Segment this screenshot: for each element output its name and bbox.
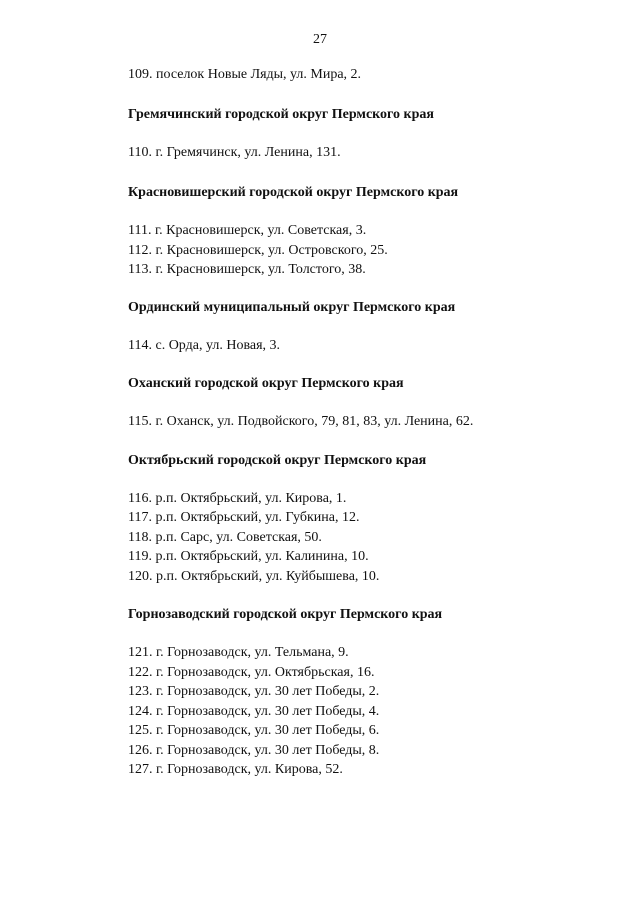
section-ordinsky [128, 298, 618, 356]
section-oktyabrsky [128, 451, 618, 587]
section-gremyachinsky [128, 105, 618, 163]
section-heading: Гремячинский городской округ Пермского края [128, 106, 434, 122]
section-krasnovishersky [128, 183, 618, 280]
address-entry: 120. р.п. Октябрьский, ул. Куйбышева, 10. [128, 568, 380, 584]
address-entry: 111. г. Красновишерск, ул. Советская, 3. [128, 223, 367, 238]
address-entry: 118. р.п. Сарс, ул. Советская, 50. [128, 529, 322, 545]
address-entry: 116. р.п. Октябрьский, ул. Кирова, 1. [128, 490, 347, 506]
document-content [128, 65, 618, 780]
address-entry: 119. р.п. Октябрьский, ул. Калинина, 10. [128, 549, 369, 564]
section-heading: Октябрьский городской округ Пермского края [128, 452, 427, 468]
section-heading: Оханский городской округ Пермского края [128, 376, 404, 391]
address-entry: 109. поселок Новые Ляды, ул. Мира, 2. [128, 67, 362, 82]
address-entry: 112. г. Красновишерск, ул. Островского, 25. [128, 242, 388, 258]
address-entry: 114. с. Орда, ул. Новая, 3. [128, 337, 281, 353]
section-heading: Ординский муниципальный округ Пермского края [128, 299, 456, 315]
address-entry: 121. г. Горнозаводск, ул. Тельмана, 9. [128, 645, 349, 660]
address-entry: 124. г. Горнозаводск, ул. 30 лет Победы, 4. [128, 703, 380, 719]
address-entry: 125. г. Горнозаводск, ул. 30 лет Победы, 6. [128, 723, 380, 738]
address-entry: 123. г. Горнозаводск, ул. 30 лет Победы, 2. [128, 684, 380, 699]
section-okhansky [128, 374, 618, 432]
section-heading: Горнозаводский городской округ Пермского края [128, 607, 443, 622]
section-heading: Красновишерский городской округ Пермского края [128, 185, 459, 200]
section-gornozavodsky [128, 605, 618, 780]
address-entry: 117. р.п. Октябрьский, ул. Губкина, 12. [128, 510, 360, 525]
page-number: 27 [313, 32, 327, 47]
address-entry: 126. г. Горнозаводск, ул. 30 лет Победы, 8. [128, 742, 380, 758]
address-entry: 110. г. Гремячинск, ул. Ленина, 131. [128, 144, 341, 160]
address-entry: 127. г. Горнозаводск, ул. Кирова, 52. [128, 762, 343, 777]
address-entry: 113. г. Красновишерск, ул. Толстого, 38. [128, 262, 366, 277]
address-entry: 115. г. Оханск, ул. Подвойского, 79, 81, 83, ул. Ленина, 62. [128, 414, 474, 429]
address-entry: 122. г. Горнозаводск, ул. Октябрьская, 16. [128, 664, 375, 680]
